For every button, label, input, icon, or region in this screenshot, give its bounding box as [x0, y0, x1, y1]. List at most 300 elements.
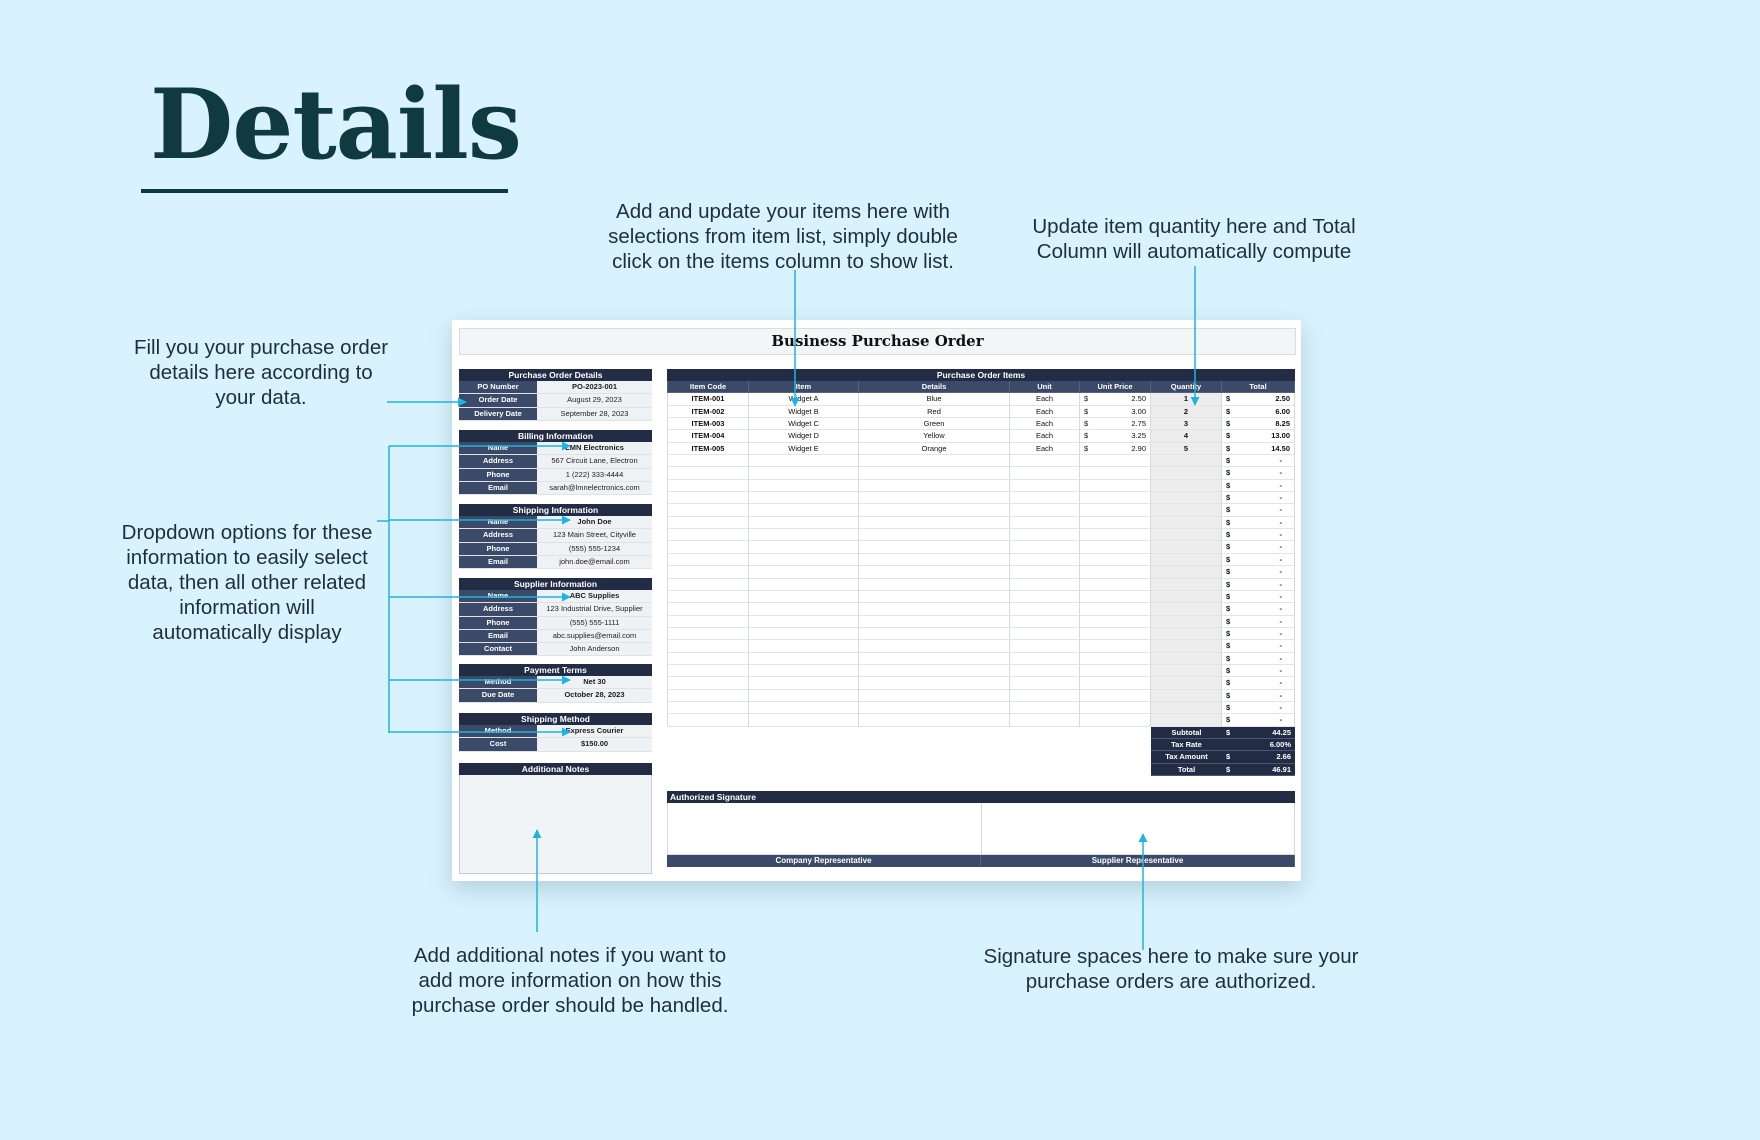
- currency-symbol: $: [1226, 727, 1231, 737]
- table-row: [667, 529, 1295, 541]
- item-dropdown-cell[interactable]: Widget C: [749, 418, 859, 430]
- summary-value: [1222, 764, 1295, 776]
- currency-symbol: $: [1226, 702, 1231, 712]
- table-row: [667, 566, 1295, 578]
- supplier-contact-field[interactable]: John Anderson: [537, 643, 652, 655]
- quantity-cell[interactable]: [1151, 714, 1222, 726]
- payment-due-date-field[interactable]: October 28, 2023: [537, 689, 652, 701]
- field-row: [459, 590, 652, 603]
- unit-cell: [1010, 554, 1080, 566]
- details-cell: Blue: [859, 393, 1010, 405]
- field-row: [459, 617, 652, 630]
- amount: -: [1279, 628, 1282, 638]
- unit-price-cell: [1080, 406, 1151, 418]
- amount: 44.25: [1272, 727, 1291, 737]
- quantity-cell[interactable]: [1151, 480, 1222, 492]
- amount: -: [1279, 665, 1282, 675]
- total-cell: [1222, 665, 1295, 677]
- items-rows: [667, 393, 1295, 726]
- field-row: [459, 394, 652, 407]
- item-code-cell: [667, 504, 749, 516]
- details-cell: [859, 616, 1010, 628]
- table-row: [667, 702, 1295, 714]
- details-cell: [859, 690, 1010, 702]
- item-dropdown-cell[interactable]: [749, 714, 859, 726]
- purchase-order-sheet: [452, 320, 1301, 881]
- summary-label: Tax Rate: [1151, 739, 1222, 751]
- item-code-cell: [667, 480, 749, 492]
- field-label: Contact: [459, 643, 537, 655]
- details-cell: [859, 541, 1010, 553]
- currency-symbol: $: [1226, 493, 1231, 503]
- currency-symbol: $: [1084, 419, 1089, 429]
- total-cell: [1222, 591, 1295, 603]
- total-cell: [1222, 541, 1295, 553]
- quantity-cell[interactable]: 3: [1151, 418, 1222, 430]
- quantity-cell[interactable]: [1151, 616, 1222, 628]
- table-row: [667, 591, 1295, 603]
- item-code-cell: ITEM-004: [667, 430, 749, 442]
- unit-cell: [1010, 541, 1080, 553]
- note-dropdown: Dropdown options for these information to easily select data, then all other related information will automatically display: [121, 521, 373, 644]
- unit-cell: [1010, 566, 1080, 578]
- quantity-cell[interactable]: [1151, 591, 1222, 603]
- unit-price-cell: [1080, 443, 1151, 455]
- field-row: [459, 516, 652, 529]
- total-cell: [1222, 443, 1295, 455]
- table-row: [667, 455, 1295, 467]
- currency-symbol: $: [1226, 542, 1231, 552]
- field-label: Address: [459, 455, 537, 467]
- po-number-field[interactable]: PO-2023-001: [537, 381, 652, 393]
- shipping-name-dropdown[interactable]: John Doe: [537, 516, 652, 528]
- supplier-signature-box[interactable]: [982, 803, 1295, 854]
- unit-cell: [1010, 579, 1080, 591]
- item-dropdown-cell[interactable]: [749, 702, 859, 714]
- field-label: Email: [459, 556, 537, 568]
- currency-symbol: $: [1226, 468, 1231, 478]
- total-cell: [1222, 406, 1295, 418]
- item-dropdown-cell[interactable]: [749, 628, 859, 640]
- sheet-title: Business Purchase Order: [459, 328, 1296, 355]
- currency-symbol: $: [1226, 641, 1231, 651]
- supplier-name-dropdown[interactable]: ABC Supplies: [537, 590, 652, 602]
- amount: 6.00%: [1269, 739, 1291, 749]
- currency-symbol: $: [1226, 591, 1231, 601]
- supplier-phone-field[interactable]: (555) 555-1111: [537, 617, 652, 629]
- quantity-cell[interactable]: [1151, 541, 1222, 553]
- billing-phone-field[interactable]: 1 (222) 333-4444: [537, 469, 652, 481]
- currency-symbol: $: [1084, 406, 1089, 416]
- unit-price-cell: [1080, 690, 1151, 702]
- details-cell: [859, 480, 1010, 492]
- summary-label: Subtotal: [1151, 727, 1222, 739]
- item-dropdown-cell[interactable]: [749, 492, 859, 504]
- shipping-address-field[interactable]: 123 Main Street, Cityville: [537, 529, 652, 541]
- amount: 3.25: [1131, 431, 1146, 441]
- currency-symbol: $: [1226, 554, 1231, 564]
- total-cell: [1222, 455, 1295, 467]
- total-cell: [1222, 480, 1295, 492]
- item-dropdown-cell[interactable]: [749, 603, 859, 615]
- field-row: [459, 630, 652, 643]
- item-dropdown-cell[interactable]: [749, 566, 859, 578]
- unit-price-cell: [1080, 480, 1151, 492]
- total-cell: [1222, 554, 1295, 566]
- table-row: [667, 554, 1295, 566]
- amount: -: [1279, 530, 1282, 540]
- details-cell: Yellow: [859, 430, 1010, 442]
- currency-symbol: $: [1226, 443, 1231, 453]
- total-cell: [1222, 566, 1295, 578]
- amount: 14.50: [1271, 443, 1290, 453]
- billing-name-dropdown[interactable]: LMN Electronics: [537, 442, 652, 454]
- field-label: Due Date: [459, 689, 537, 701]
- details-cell: Orange: [859, 443, 1010, 455]
- amount: -: [1279, 715, 1282, 725]
- table-row: [667, 467, 1295, 479]
- quantity-cell[interactable]: [1151, 628, 1222, 640]
- table-row: [667, 393, 1295, 405]
- summary-row: [1151, 727, 1295, 739]
- table-row: [667, 690, 1295, 702]
- unit-cell: [1010, 603, 1080, 615]
- amount: -: [1279, 493, 1282, 503]
- field-label: Email: [459, 482, 537, 494]
- details-cell: [859, 665, 1010, 677]
- field-row: [459, 556, 652, 569]
- quantity-cell[interactable]: [1151, 504, 1222, 516]
- unit-cell: [1010, 591, 1080, 603]
- field-label: Address: [459, 529, 537, 541]
- details-cell: [859, 492, 1010, 504]
- summary-row: [1151, 739, 1295, 751]
- quantity-cell[interactable]: [1151, 492, 1222, 504]
- unit-cell: [1010, 504, 1080, 516]
- item-dropdown-cell[interactable]: [749, 504, 859, 516]
- summary-row: [1151, 764, 1295, 776]
- details-cell: Green: [859, 418, 1010, 430]
- amount: -: [1279, 468, 1282, 478]
- field-row: [459, 543, 652, 556]
- unit-cell: Each: [1010, 430, 1080, 442]
- table-row: [667, 430, 1295, 442]
- item-dropdown-cell[interactable]: [749, 690, 859, 702]
- item-dropdown-cell[interactable]: [749, 455, 859, 467]
- currency-symbol: $: [1226, 406, 1231, 416]
- total-cell: [1222, 653, 1295, 665]
- unit-price-cell: [1080, 467, 1151, 479]
- amount: -: [1279, 616, 1282, 626]
- signature-labels: [667, 855, 1295, 867]
- item-dropdown-cell[interactable]: [749, 640, 859, 652]
- item-dropdown-cell[interactable]: [749, 616, 859, 628]
- item-dropdown-cell[interactable]: [749, 541, 859, 553]
- currency-symbol: $: [1226, 653, 1231, 663]
- total-cell: [1222, 690, 1295, 702]
- quantity-cell[interactable]: [1151, 640, 1222, 652]
- currency-symbol: $: [1226, 530, 1231, 540]
- unit-price-cell: [1080, 653, 1151, 665]
- item-code-cell: [667, 702, 749, 714]
- summary-row: [1151, 751, 1295, 763]
- total-cell: [1222, 579, 1295, 591]
- field-label: Phone: [459, 617, 537, 629]
- amount: -: [1279, 604, 1282, 614]
- amount: -: [1279, 456, 1282, 466]
- field-label: Name: [459, 442, 537, 454]
- currency-symbol: $: [1226, 604, 1231, 614]
- details-cell: [859, 455, 1010, 467]
- item-dropdown-cell[interactable]: Widget E: [749, 443, 859, 455]
- shipping-cost-field[interactable]: $150.00: [537, 738, 652, 750]
- quantity-cell[interactable]: [1151, 702, 1222, 714]
- unit-cell: [1010, 480, 1080, 492]
- table-row: [667, 640, 1295, 652]
- quantity-cell[interactable]: [1151, 603, 1222, 615]
- note-signature: Signature spaces here to make sure your purchase orders are authorized.: [983, 945, 1359, 993]
- delivery-date-field[interactable]: September 28, 2023: [537, 408, 652, 420]
- details-cell: [859, 504, 1010, 516]
- unit-cell: [1010, 455, 1080, 467]
- details-cell: [859, 591, 1010, 603]
- po-details-header: Purchase Order Details: [459, 369, 652, 381]
- table-row: [667, 418, 1295, 430]
- col-unit: Unit: [1010, 381, 1080, 393]
- total-cell: [1222, 677, 1295, 689]
- unit-price-cell: [1080, 566, 1151, 578]
- quantity-cell[interactable]: [1151, 579, 1222, 591]
- quantity-cell[interactable]: [1151, 566, 1222, 578]
- field-row: [459, 455, 652, 468]
- unit-cell: [1010, 690, 1080, 702]
- total-cell: [1222, 418, 1295, 430]
- item-code-cell: [667, 653, 749, 665]
- item-dropdown-cell[interactable]: [749, 653, 859, 665]
- shipping-method-block: [459, 713, 652, 752]
- details-cell: [859, 653, 1010, 665]
- currency-symbol: $: [1084, 394, 1089, 404]
- field-label: Phone: [459, 469, 537, 481]
- note-additional-notes: Add additional notes if you want to add more information on how this purchase order should be handled.: [411, 944, 729, 1017]
- unit-price-cell: [1080, 628, 1151, 640]
- additional-notes-input[interactable]: [459, 775, 652, 874]
- item-dropdown-cell[interactable]: Widget B: [749, 406, 859, 418]
- item-dropdown-cell[interactable]: [749, 467, 859, 479]
- field-row: [459, 676, 652, 689]
- item-code-cell: [667, 640, 749, 652]
- currency-symbol: $: [1226, 394, 1231, 404]
- item-dropdown-cell[interactable]: [749, 480, 859, 492]
- item-dropdown-cell[interactable]: [749, 579, 859, 591]
- col-item-code: Item Code: [667, 381, 749, 393]
- shipping-method-dropdown[interactable]: Express Courier: [537, 725, 652, 737]
- item-dropdown-cell[interactable]: [749, 677, 859, 689]
- item-dropdown-cell[interactable]: [749, 517, 859, 529]
- shipping-method-header: Shipping Method: [459, 713, 652, 725]
- amount: -: [1279, 554, 1282, 564]
- quantity-cell[interactable]: [1151, 653, 1222, 665]
- field-row: [459, 482, 652, 495]
- field-label: Delivery Date: [459, 408, 537, 420]
- currency-symbol: $: [1226, 505, 1231, 515]
- unit-price-cell: [1080, 616, 1151, 628]
- signature-boxes: [667, 803, 1295, 855]
- item-dropdown-cell[interactable]: [749, 554, 859, 566]
- payment-method-dropdown[interactable]: Net 30: [537, 676, 652, 688]
- total-cell: [1222, 616, 1295, 628]
- payment-terms-header: Payment Terms: [459, 664, 652, 676]
- unit-cell: [1010, 714, 1080, 726]
- quantity-cell[interactable]: 1: [1151, 393, 1222, 405]
- currency-symbol: $: [1226, 579, 1231, 589]
- amount: 13.00: [1271, 431, 1290, 441]
- item-dropdown-cell[interactable]: Widget D: [749, 430, 859, 442]
- amount: -: [1279, 690, 1282, 700]
- table-row: [667, 541, 1295, 553]
- amount: 2.50: [1131, 394, 1146, 404]
- total-cell: [1222, 702, 1295, 714]
- field-row: [459, 442, 652, 455]
- item-dropdown-cell[interactable]: [749, 529, 859, 541]
- unit-cell: [1010, 616, 1080, 628]
- currency-symbol: $: [1226, 616, 1231, 626]
- currency-symbol: $: [1226, 456, 1231, 466]
- quantity-cell[interactable]: [1151, 665, 1222, 677]
- supplier-address-field[interactable]: 123 Industrial Drive, Supplier: [537, 603, 652, 615]
- quantity-cell[interactable]: [1151, 467, 1222, 479]
- unit-price-cell: [1080, 554, 1151, 566]
- quantity-cell[interactable]: [1151, 529, 1222, 541]
- quantity-cell[interactable]: [1151, 455, 1222, 467]
- item-code-cell: [667, 628, 749, 640]
- currency-symbol: $: [1226, 764, 1231, 774]
- shipping-block: [459, 504, 652, 569]
- quantity-cell[interactable]: [1151, 677, 1222, 689]
- item-code-cell: [667, 603, 749, 615]
- shipping-phone-field[interactable]: (555) 555-1234: [537, 543, 652, 555]
- amount: 2.66: [1276, 752, 1291, 762]
- unit-cell: [1010, 529, 1080, 541]
- item-dropdown-cell[interactable]: [749, 665, 859, 677]
- field-row: [459, 469, 652, 482]
- quantity-cell[interactable]: [1151, 690, 1222, 702]
- currency-symbol: $: [1226, 419, 1231, 429]
- amount: 3.00: [1131, 406, 1146, 416]
- unit-price-cell: [1080, 714, 1151, 726]
- field-row: [459, 381, 652, 394]
- table-row: [667, 406, 1295, 418]
- quantity-cell[interactable]: [1151, 554, 1222, 566]
- field-label: Method: [459, 725, 537, 737]
- item-dropdown-cell[interactable]: [749, 591, 859, 603]
- quantity-cell[interactable]: 5: [1151, 443, 1222, 455]
- unit-cell: [1010, 653, 1080, 665]
- total-cell: [1222, 504, 1295, 516]
- currency-symbol: $: [1226, 628, 1231, 638]
- unit-price-cell: [1080, 492, 1151, 504]
- unit-cell: [1010, 492, 1080, 504]
- unit-cell: Each: [1010, 418, 1080, 430]
- unit-price-cell: [1080, 665, 1151, 677]
- items-table-header: Purchase Order Items: [667, 369, 1295, 381]
- unit-price-cell: [1080, 430, 1151, 442]
- signature-section: [667, 791, 1295, 867]
- table-row: [667, 616, 1295, 628]
- unit-price-cell: [1080, 504, 1151, 516]
- item-code-cell: [667, 541, 749, 553]
- field-row: [459, 725, 652, 738]
- currency-symbol: $: [1226, 480, 1231, 490]
- summary-value: [1222, 739, 1295, 751]
- additional-notes-block: [459, 763, 652, 874]
- item-dropdown-cell[interactable]: Widget A: [749, 393, 859, 405]
- field-label: Order Date: [459, 394, 537, 406]
- field-label: Phone: [459, 543, 537, 555]
- po-details-block: [459, 369, 652, 421]
- total-cell: [1222, 628, 1295, 640]
- col-unit-price: Unit Price: [1080, 381, 1151, 393]
- table-row: [667, 714, 1295, 726]
- summary-label: Tax Amount: [1151, 751, 1222, 763]
- amount: -: [1279, 517, 1282, 527]
- supplier-email-field[interactable]: abc.supplies@email.com: [537, 630, 652, 642]
- unit-price-cell: [1080, 418, 1151, 430]
- item-code-cell: ITEM-005: [667, 443, 749, 455]
- field-label: Method: [459, 676, 537, 688]
- unit-cell: [1010, 677, 1080, 689]
- currency-symbol: $: [1226, 752, 1231, 762]
- item-code-cell: [667, 554, 749, 566]
- item-code-cell: [667, 665, 749, 677]
- details-cell: [859, 677, 1010, 689]
- order-date-field[interactable]: August 29, 2023: [537, 394, 652, 406]
- quantity-cell[interactable]: 2: [1151, 406, 1222, 418]
- billing-email-field[interactable]: sarah@lmnelectronics.com: [537, 482, 652, 494]
- amount: 2.90: [1131, 443, 1146, 453]
- details-cell: [859, 517, 1010, 529]
- billing-address-field[interactable]: 567 Circuit Lane, Electron: [537, 455, 652, 467]
- item-code-cell: ITEM-003: [667, 418, 749, 430]
- quantity-cell[interactable]: [1151, 517, 1222, 529]
- field-label: Name: [459, 590, 537, 602]
- billing-header: Billing Information: [459, 430, 652, 442]
- item-code-cell: [667, 714, 749, 726]
- company-signature-box[interactable]: [668, 803, 982, 854]
- items-column-headers: [667, 381, 1295, 393]
- amount: -: [1279, 480, 1282, 490]
- field-row: [459, 529, 652, 542]
- details-cell: [859, 603, 1010, 615]
- item-code-cell: [667, 492, 749, 504]
- shipping-email-field[interactable]: john.doe@email.com: [537, 556, 652, 568]
- supplier-block: [459, 578, 652, 656]
- currency-symbol: $: [1226, 567, 1231, 577]
- company-representative-label: Company Representative: [667, 855, 981, 867]
- unit-cell: [1010, 665, 1080, 677]
- unit-price-cell: [1080, 393, 1151, 405]
- amount: -: [1279, 641, 1282, 651]
- total-cell: [1222, 393, 1295, 405]
- table-row: [667, 653, 1295, 665]
- field-row: [459, 603, 652, 616]
- unit-cell: Each: [1010, 443, 1080, 455]
- total-cell: [1222, 467, 1295, 479]
- col-quantity: Quantity: [1151, 381, 1222, 393]
- note-quantity: Update item quantity here and Total Column will automatically compute: [1032, 215, 1356, 263]
- unit-cell: [1010, 467, 1080, 479]
- quantity-cell[interactable]: 4: [1151, 430, 1222, 442]
